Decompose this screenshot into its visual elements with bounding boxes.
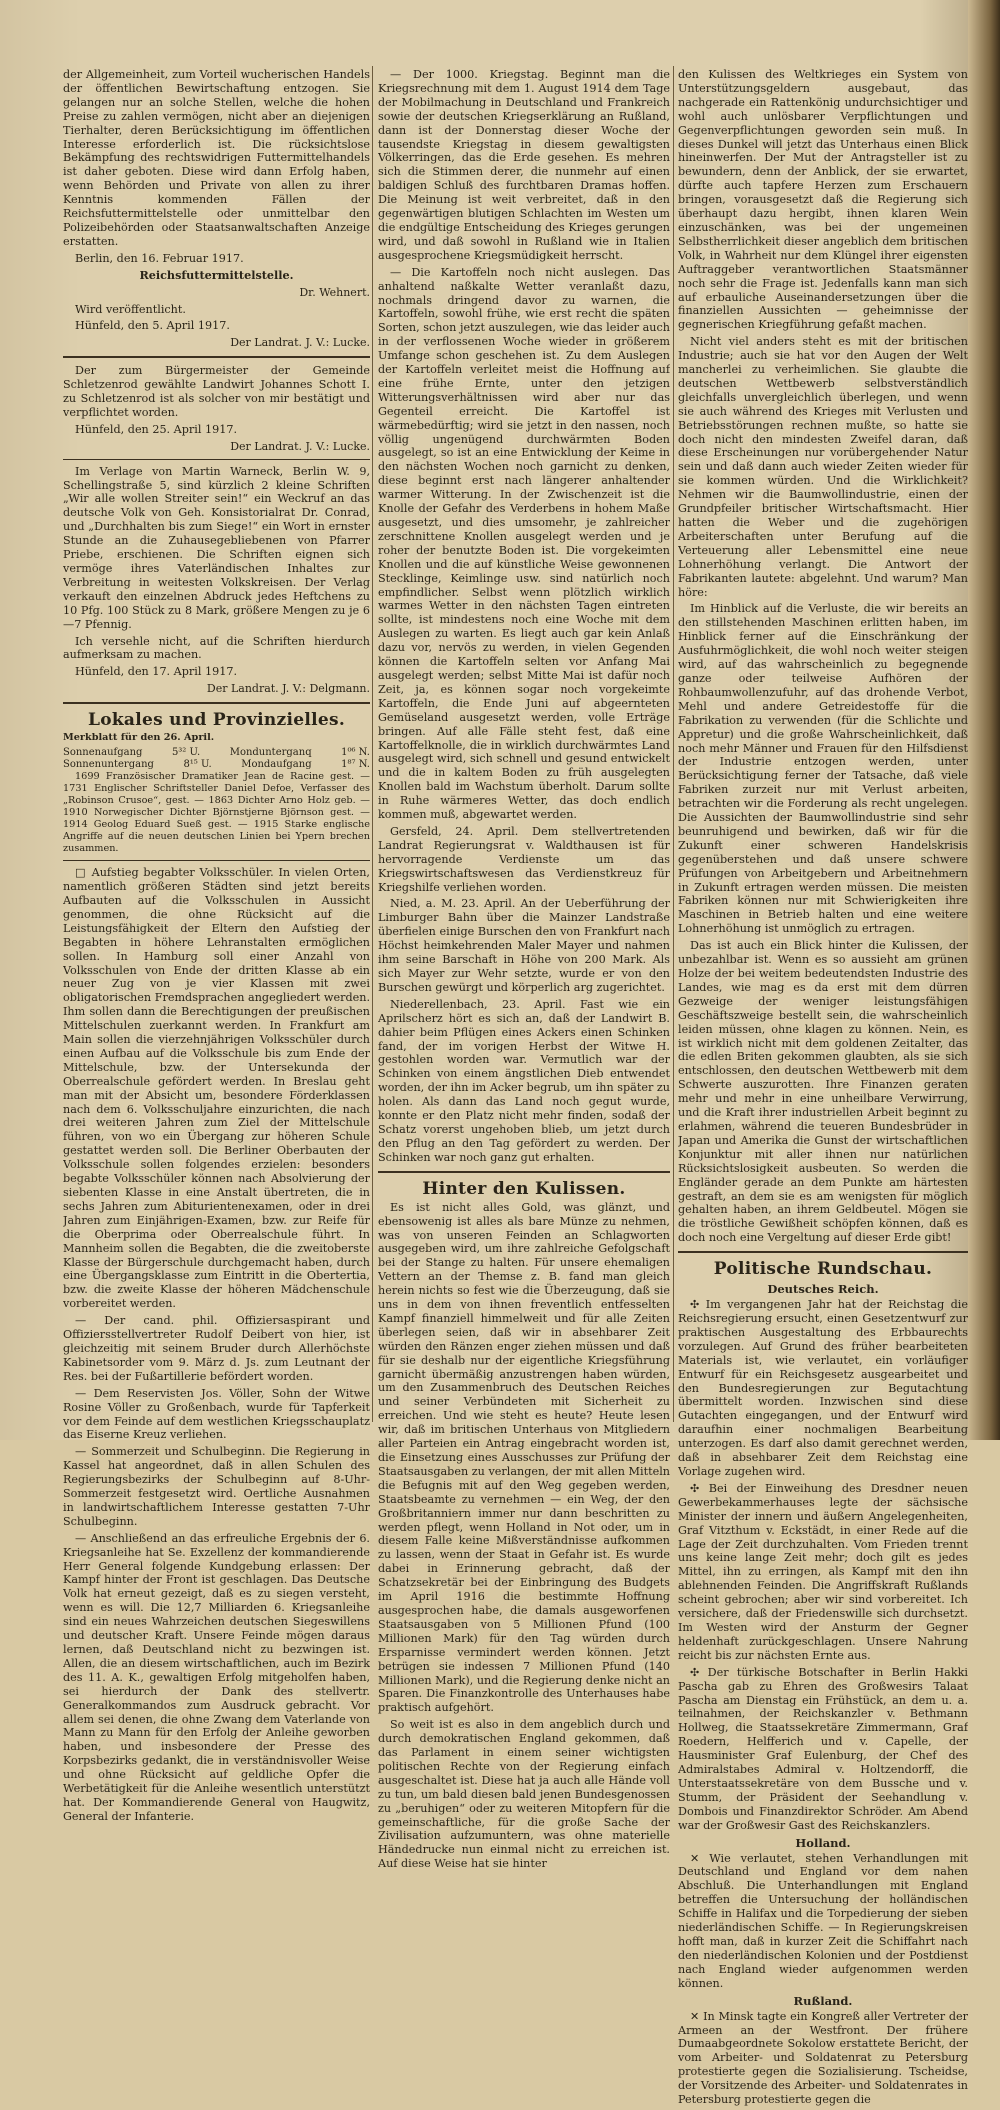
article-text: ✣ Im vergangenen Jahr hat der Reichstag die Reichsregierung ersucht, einen Gesetzentwurf zur praktischen Ausgestaltung des Erbbaurechts vorzulegen. Auf Grund des früher bearbeiteten Materials ist, wie verlautet, ein vorläufiger Entwurf für ein Reichsgesetz ausgearbeitet und den Bundesregierungen zur Begutachtung übermittelt worden. Inzwischen sind diese Gutachten eingegangen, und der Entwurf wird daraufhin einer nochmaligen Bearbeitung unterzogen. Es darf also damit gerechnet werden, daß in absehbarer Zeit dem Reichstag eine Vorlage zugehen wird. <box>678 1298 968 1478</box>
page-binding-edge <box>968 0 1000 1440</box>
divider <box>63 356 370 358</box>
article-text: ✕ Wie verlautet, stehen Verhandlungen mit Deutschland und England vor dem nahen Abschluß. Die Unterhandlungen mit England betreffen die Untersuchung der holländischen Schiffe in Halifax und die Torpedierung der sieben niederländischen Schiffe. — In Regierungskreisen hofft man, daß in kurzer Zeit die Schiffahrt nach den niederländischen Kolonien und der Postdienst nach England wieder aufgenommen werden können. <box>678 1851 968 1990</box>
section-heading-kulissen: Hinter den Kulissen. <box>422 1178 626 1199</box>
signature: Der Landrat. J. V.: Lucke. <box>230 336 370 350</box>
article-text: Das ist auch ein Blick hinter die Kulissen, der unbezahlbar ist. Wenn es so aussieht am grünen Holze der bei weitem bedeutendsten Industrie des Landes, wie mag es da erst mit dem dürren Gezweige der weniger leistungsfähigen Geschäftszweige bestellt sein, die wahrscheinlich leiden müssen, ohne klagen zu können. Nein, es ist wirklich nicht mit dem goldenen Zeitalter, das die edlen Briten gekommen glaubten, als sie sich entschlossen, den deutschen Wettbewerb mit dem Schwerte auszurotten. Ihre Finanzen geraten mehr und mehr in eine unheilbare Verwirrung, und die Kraft ihrer industriellen Arbeit beginnt zu erlahmen, während die teueren Bundesbrüder in Japan und Amerika die Gunst der wirtschaftlichen Konjunktur mit aller ihnen nur natürlichen Rücksichtslosigkeit ausbeuten. So werden die Engländer gerade an dem Punkte am härtesten gestraft, an dem sie es am wenigsten für möglich gehalten haben, an ihrem Geldbeutel. Mögen sie die tröstliche Gewißheit schöpfen können, daß es doch noch eine Vergeltung auf dieser Erde gibt! <box>678 939 968 1245</box>
dateline: Hünfeld, den 25. April 1917. <box>75 422 238 436</box>
article-text: — Der cand. phil. Offiziersaspirant und Offiziersstellvertreter Rudolf Deibert von hier, ist gleichzeitig mit seinem Bruder durch Allerhöchste Kabinetsorder vom 9. März d. Js. zum Leutnant der Res. bei der Fußartillerie befördert worden. <box>63 1314 370 1383</box>
chronicle-text: 1699 Französischer Dramatiker Jean de Racine gest. — 1731 Englischer Schriftsteller Daniel Defoe, Verfasser des „Robinson Crusoe“, gest. — 1863 Dichter Arno Holz geb. — 1910 Norwegischer Dichter Björnstjerne Björnson gest. — 1914 Geolog Eduard Sueß gest. — 1915 Starke englische Angriffe auf die neuen deutschen Linien bei Ypern brechen zusammen. <box>63 771 370 855</box>
article-text: — Sommerzeit und Schulbeginn. Die Regierung in Kassel hat angeordnet, daß in allen Schulen des Regierungsbezirks der Schulbeginn auf 8-Uhr-Sommerzeit festgesetzt wird. Oertliche Ausnahmen in landwirtschaftlichem Interesse gestatten 7-Uhr Schulbeginn. <box>63 1445 370 1528</box>
section-heading-local: Lokales und Provinzielles. <box>87 710 346 731</box>
almanac-label: Sonnenuntergang <box>63 759 154 771</box>
article-text: Es ist nicht alles Gold, was glänzt, und ebensowenig ist alles als bare Münze zu nehmen, was von unseren Feinden an Schlagworten ausgegeben wird, um ihre zahlreiche Gefolgschaft bei der Stange zu halten. Für unsere ehemaligen Vettern an der Themse z. B. fand man gleich herein nichts so fest wie die Überzeugung, daß sie uns in dem von ihnen freventlich entfesselten Kampf finanziell himmelweit und für alle Zeiten überlegen seien, daß wir in absehbarer Zeit würden den Ränzen enger ziehen müssen und daß für sie deshalb nur der eigentliche Kriegsführung garnicht übermäßig anzustrengen haben würden, um den Zusammenbruch des Deutschen Reiches und seiner Verbündeten mit Sicherheit zu erreichen. Und wie steht es heute? Heute lesen wir, daß im britischen Unterhaus von Mitgliedern aller Parteien ein Antrag eingebracht worden ist, die Einsetzung eines Ausschusses zur Prüfung der Staatsausgaben zu verlangen, der mit allen Mitteln die Befugnis mit auf den Weg gegeben werden, Staatsbeamte zu vernehmen — ein Weg, der den Großbritanniern immer nur dann beschritten zu werden pflegt, wenn Holland in Not oder, um in diesem Falle keine Mißverständnisse aufkommen zu lassen, wenn der Staat in Gefahr ist. Es wurde dabei in Erinnerung gebracht, daß der Schatzsekretär bei der Einbringung des Budgets im April 1916 die bestimmte Hoffnung ausgesprochen habe, die damals ausgeworfenen Staatsausgaben von 5 Millionen Pfund (100 Millionen Mark) für den Tag würden durch Ersparnisse vermindert werden können. Jetzt betrügen sie indessen 7 Millionen Pfund (140 Millionen Mark), und die Regierung denke nicht an Sparen. Die Finanzkontrolle des Unterhauses habe praktisch aufgehört. <box>378 1200 670 1715</box>
almanac-row <box>63 759 370 771</box>
article-text: □ Aufstieg begabter Volksschüler. In vielen Orten, namentlich größeren Städten sind jetzt bereits Aufbauten auf die Volksschulen in Aussicht genommen, die ohne Rücksicht auf die Leistungsfähigkeit der Eltern den Aufstieg der Begabten in höhere Lehranstalten ermöglichen sollen. In Hamburg soll einer Anzahl von Volksschulen von Ende der dritten Klasse ab ein neuer Zug von je vier Klassen mit zwei obligatorischen Fremdsprachen angegliedert werden. Ihm sollen dann die Berechtigungen der preußischen Mittelschulen zuerkannt werden. In Frankfurt am Main sollen die vierzehnjährigen Volksschüler durch einen Aufbau auf die Volksschule bis zum Ende der Mittelschule, bzw. der Untersekunda der Oberrealschule gefördert werden. In Breslau geht man mit der Absicht um, besondere Förderklassen nach dem 6. Volksschuljahre einzurichten, die nach drei weiteren Jahren zum Ziel der Mittelschule führen, von wo ein Übergang zur höheren Schule gestattet werden soll. Die Berliner Oberbauten der Volksschule sollen folgendes erzielen: besonders begabte Volksschüler können nach Absolvierung der siebenten Klasse in eine Anstalt übertreten, die in sechs Jahren zum Abiturientenexamen, oder in drei Jahren zum Einjährigen-Examen, bzw. zur Reife für die Oberprima oder Oberrealschule führt. In Mannheim sollen die Begabten, die die zweitoberste Klasse der Bürgerschule durchgemacht haben, durch eine Übergangsklasse zum Eintritt in die Obertertia, bzw. die zweite Klasse der höheren Mädchenschule vorbereitet werden. <box>63 866 370 1311</box>
signature: Der Landrat. J. V.: Delgmann. <box>206 682 370 696</box>
column-rule-2 <box>673 66 674 1422</box>
divider <box>63 459 370 460</box>
column-middle <box>378 68 670 1874</box>
article-text: ✣ Bei der Einweihung des Dresdner neuen Gewerbekammerhauses legte der sächsische Minister der innern und äußern Angelegenheiten, Graf Vitzthum v. Eckstädt, in einer Rede auf die Lage der Zeit durchzuhalten. Vom Frieden trennt uns keine lange Zeit mehr; doch gilt es jedes Mittel, ihn zu erringen, als Kampf mit den ihn ablehnenden Feinden. Die Angriffskraft Rußlands scheint gebrochen; aber wir sind vorbereitet. Ich versichere, daß der Friedenswille sich durchsetzt. Im Westen wird der Ansturm der Gegner heldenhaft zurückgeschlagen. Unsere Nahrung reicht bis zur nächsten Ernte aus. <box>678 1481 968 1662</box>
column-right <box>678 68 968 2110</box>
notice-line: Wird veröffentlicht. <box>75 302 186 316</box>
column-left <box>63 68 370 1827</box>
almanac-title: Merkblatt für den 26. April. <box>63 732 215 744</box>
article-text: — Die Kartoffeln noch nicht auslegen. Das anhaltend naßkalte Wetter veranlaßt dazu, nochmals dringend davor zu warnen, die Kartoffeln, sowohl frühe, wie erst recht die späten Sorten, schon jetzt auszulegen, wie das leider auch in der verflossenen Woche wieder in größerem Umfange schon geschehen ist. Zu dem Auslegen der Kartoffeln verleitet meist die Hoffnung auf eine frühe Ernte, unter den jetzigen Witterungsverhältnissen wird aber nur das Gegenteil erreicht. Die Kartoffel ist wärmebedürftig; wird sie jetzt in den nassen, noch völlig ungenügend durchwärmten Boden ausgelegt, so ist an eine Entwicklung der Keime in den nächsten Wochen noch garnicht zu denken, diese beginnt erst nach längerer anhaltender warmer Witterung. In der Zwischenzeit ist die Knolle der Gefahr des Verderbens in hohem Maße ausgesetzt, und dies umsomehr, je zahlreicher zerschnittene Knollen ausgelegt werden und je roher der benutzte Boden ist. Die vorgekeimten Knollen und die auf künstliche Weise gewonnenen Stecklinge, Keimlinge usw. sind natürlich noch empfindlicher. Selbst wenn plötzlich wirklich warmes Wetter in den nächsten Tagen eintreten sollte, ist mindestens noch eine Woche mit dem Auslegen zu warten. Es liegt auch gar kein Anlaß dazu vor, nervös zu werden, in vielen Gegenden können die Kartoffeln selten vor Anfang Mai ausgelegt werden; selbst Mitte Mai ist dafür noch Zeit, ja, es können sogar noch vorgekeimte Kartoffeln, die Ende Juni auf abgeernteten Gemüseland ausgesetzt werden, volle Erträge bringen. Auf alle Fälle steht fest, daß eine Kartoffelknolle, die in wirklich durchwärmtes Land ausgelegt wird, sich schnell und gesund entwickelt und die in kaltem Boden zu früh ausgelegten Knollen bald im Wachstum überholt. Darum sollte in Ruhe wärmeres Wetter, das doch endlich kommen muß, abgewartet werden. <box>378 265 670 822</box>
article-text: Nied, a. M. 23. April. An der Ueberführung der Limburger Bahn über die Mainzer Landstraße überfielen einige Burschen den von Frankfurt nach Höchst heimkehrenden Maler Mayer und nahmen ihm seine Barschaft in Höhe von 200 Mark. Als sich Mayer zur Wehr setzte, wurde er von den Burschen gewürgt und körperlich arg zugerichtet. <box>378 897 670 994</box>
dateline: Hünfeld, den 17. April 1917. <box>75 665 238 679</box>
article-text: den Kulissen des Weltkrieges ein System von Unterstützungsgeldern ausgebaut, das nachgerade ein Rattenkönig undurchsichtiger und wohl auch unlösbarer Verpflichtungen und Gegenverpflichtungen geworden sein muß. In dieses Dunkel will jetzt das Unterhaus einen Blick hineinwerfen. Der Mut der Antragsteller ist zu bewundern, denn der Anblick, der sie erwartet, dürfte auch tapfere Herzen zum Erschauern bringen, vorausgesetzt daß die Regierung sich überhaupt dazu hergibt, ihnen klaren Wein einzuschänken, was bei der ungemeinen Selbstherrlichkeit dieser angeblich dem britischen Volk, in Wahrheit nur dem Klüngel ihrer eigensten Auftraggeber verantwortlichen Staatsmänner noch sehr die Frage ist. Jedenfalls kann man sich auf erbauliche Auseinandersetzungen über die finanziellen Aussichten — geheimnisse der gegnerischen Kriegführung gefaßt machen. <box>678 68 968 332</box>
almanac-value: 8¹⁵ U. <box>183 759 212 771</box>
almanac-label: Sonnenaufgang <box>63 747 143 759</box>
article-text: Ich versehle nicht, auf die Schriften hierdurch aufmerksam zu machen. <box>63 634 370 662</box>
article-text: Niederellenbach, 23. April. Fast wie ein Aprilscherz hört es sich an, daß der Landwirt B. dahier beim Pflügen eines Ackers einen Schinken fand, der im vorigen Herbst der Witwe H. gestohlen worden war. Vermutlich war der Schinken von einem ängstlichen Dieb entwendet worden, der ihn im Acker begrub, um ihn später zu holen. Als dann das Land noch gegut wurde, konnte er den Platz nicht mehr finden, sodaß der Schatz vorerst ungehoben blieb, um jetzt durch den Pflug an den Tag gefördert zu werden. Der Schinken war noch ganz gut erhalten. <box>378 997 670 1164</box>
subheading: Rußland. <box>793 1993 853 2008</box>
signature: Der Landrat. J. V.: Lucke. <box>230 439 370 453</box>
article-text: Gersfeld, 24. April. Dem stellvertretenden Landrat Regierungsrat v. Waldthausen ist für hervorragende Verdienste um das Kriegswirtschaftswesen das Verdienstkreuz für Kriegshilfe verliehen worden. <box>378 824 670 894</box>
section-heading-politik: Politische Rundschau. <box>713 1259 933 1280</box>
subheading: Holland. <box>795 1835 851 1850</box>
divider <box>63 702 370 704</box>
almanac-value: 5³² U. <box>171 747 201 759</box>
article-text: Der zum Bürgermeister der Gemeinde Schletzenrod gewählte Landwirt Johannes Schott I. zu Schletzenrod ist als solcher von mir bestätigt und verpflichtet worden. <box>63 364 370 419</box>
article-text: Nicht viel anders steht es mit der britischen Industrie; auch sie hat vor den Augen der Welt mancherlei zu verheimlichen. Sie glaubte die deutschen Wettbewerb selbstverständlich gleichfalls unvergleichlich überlegen, und wenn sie auch während des Krieges mit Verlusten und Betriebsstörungen rechnen mußte, so hatte sie doch nicht den mindesten Zweifel daran, daß diese Erscheinungen nur vorübergehender Natur sein und daß dann auch wieder Zeiten wieder für sie kommen würden. Und die Wirklichkeit? Nehmen wir die Baumwollindustrie, einen der Grundpfeiler britischer Wirtschaftsmacht. Hier hatten die Weber und die zugehörigen Arbeiterschaften unter Berufung auf die Verteuerung aller Lebensmittel eine neue Lohnerhöhung verlangt. Die Antwort der Fabrikanten lautete: abgelehnt. Und warum? Man höre: <box>678 335 968 599</box>
almanac-row <box>63 747 370 759</box>
divider <box>63 860 370 861</box>
article-text: — Anschließend an das erfreuliche Ergebnis der 6. Kriegsanleihe hat Se. Exzellenz der kommandierende Herr General folgende Kundgebung erlassen: Der Kampf hinter der Front ist geschlagen. Das Deutsche Volk hat erneut gezeigt, daß es zu siegen versteht, wenn es will. Die 12,7 Milliarden 6. Kriegsanleihe sind ein neues Wahrzeichen deutschen Siegeswillens und deutscher Kraft. Unsere Feinde mögen daraus lernen, daß Deutschland nicht zu bezwingen ist. Allen, die an diesem wirtschaftlichen, auch im Bezirk des 11. A. K., gewaltigen Erfolg mitgeholfen haben, sei hierdurch der Dank des stellvertr. Generalkommandos zum Ausdruck gebracht. Vor allem sei denen, die ohne Zwang dem Vaterlande von Mann zu Mann für den Erfolg der Anleihe geworben haben, und insbesondere der Presse des Korpsbezirks gedankt, die in verständnisvoller Weise und ohne Rücksicht auf geldliche Opfer die Werbetätigkeit für die Anleihe wesentlich unterstützt hat. Der Kommandierende General von Haugwitz, General der Infanterie. <box>63 1531 370 1823</box>
almanac-value: 1⁸⁷ N. <box>341 759 370 771</box>
signature: Dr. Wehnert. <box>299 285 370 299</box>
article-text: — Dem Reservisten Jos. Völler, Sohn der Witwe Rosine Völler zu Großenbach, wurde für Tapferkeit vor dem Feinde auf dem westlichen Kriegsschauplatz das Eiserne Kreuz verliehen. <box>63 1386 370 1442</box>
article-text: der Allgemeinheit, zum Vorteil wucherischen Handels der öffentlichen Bewirtschaftung entzogen. Sie gelangen nur an solche Stellen, welche die hohen Preise zu zahlen vermögen, nicht aber an diejenigen Tierhalter, deren Berücksichtigung im öffentlichen Interesse erforderlich ist. Die rücksichtslose Bekämpfung des rechtswidrigen Futtermittelhandels ist daher geboten. Diese wird dann Erfolg haben, wenn Behörden und Private von allen zu ihrer Kenntnis kommenden Fällen der Reichsfuttermittelstelle oder unmittelbar den Polizeibehörden oder Staatsanwaltschaften Anzeige erstatten. <box>63 68 370 248</box>
article-text: So weit ist es also in dem angeblich durch und durch demokratischen England gekommen, daß das Parlament in einem seiner wichtigsten politischen Rechte von der Regierung einfach ausgeschaltet ist. Diese hat ja auch alle Hände voll zu tun, um bald diesen bald jenen Bundesgenossen zu „beruhigen“ oder zu weiteren Mitopfern für die gemeinschaftliche, für die große Sache der Zivilisation aufzumuntern, was ohne materielle Händedrucke nun einmal nicht zu erreichen ist. Auf diese Weise hat sie hinter <box>378 1718 670 1871</box>
almanac-label: Mondunterganq <box>229 747 312 759</box>
column-rule-1 <box>372 66 373 1422</box>
divider <box>378 1171 670 1173</box>
dateline: Hünfeld, den 5. April 1917. <box>75 319 230 333</box>
almanac-value: 1⁰⁶ N. <box>341 747 370 759</box>
article-text: — Der 1000. Kriegstag. Beginnt man die Kriegsrechnung mit dem 1. August 1914 dem Tage der Mobilmachung in Deutschland und Frankreich sowie der deutschen Kriegserklärung an Rußland, dann ist der Donnerstag dieser Woche der tausendste Kriegstag in diesem gewaltigsten Völkerringen, das die Erde gesehen. Es mehren sich die Stimmen derer, die nunmehr auf einen baldigen Schluß des furchtbaren Dramas hoffen. Die Meinung ist weit verbreitet, daß in den gegenwärtigen blutigen Schlachten im Westen um die endgültige Entscheidung des Krieges gerungen wird, und daß sowohl in Rußland wie in Italien ausgesprochene Kriegsmüdigkeit herrscht. <box>378 68 670 262</box>
almanac-label: Mondaufgang <box>241 759 312 771</box>
article-text: ✕ In Minsk tagte ein Kongreß aller Vertreter der Armeen an der Westfront. Der frühere Dumaabgeordnete Sokolow erstattete Bericht, der vom Arbeiter- und Soldatenrat zu Petersburg protestierte gegen die Sozialisierung. Tscheidse, der Vorsitzende des Arbeiter- und Soldatenrates in Petersburg protestierte gegen die <box>678 2009 968 2107</box>
issuer: Reichsfuttermittelstelle. <box>139 267 294 282</box>
divider <box>678 1251 968 1253</box>
almanac-table <box>63 747 370 771</box>
article-text: ✣ Der türkische Botschafter in Berlin Hakki Pascha gab zu Ehren des Großwesirs Talaat Pascha am Dienstag ein Frühstück, an dem u. a. teilnahmen, der Reichskanzler v. Bethmann Hollweg, die Staatssekretäre Zimmermann, Graf Roedern, Helfferich und v. Capelle, der Hausminister Graf Eulenburg, der Chef des Admiralstabes Admiral v. Holtzendorff, die Unterstaatssekretäre von dem Bussche und v. Stumm, der Präsident der Seehandlung v. Dombois und Finanzdirektor Schröder. Am Abend war der Großwesir Gast des Reichskanzlers. <box>678 1665 968 1832</box>
subheading: Deutsches Reich. <box>767 1282 879 1297</box>
article-text: Im Verlage von Martin Warneck, Berlin W. 9, Schellingstraße 5, sind kürzlich 2 kleine Schriften „Wir alle wollen Streiter sein!“ ein Weckruf an das deutsche Volk von Geh. Konsistorialrat Dr. Conrad, und „Durchhalten bis zum Siege!“ ein Wort in ernster Stunde an die Zuhausegebliebenen von Pfarrer Priebe, erschienen. Die Schriften eignen sich vermöge ihres Vaterländischen Inhaltes zur Verbreitung in weitesten Volkskreisen. Der Verlag verkauft den einzelnen Abdruck jedes Heftchens zu 10 Pfg. 100 Stück zu 8 Mark, größere Mengen zu je 6—7 Pfennig. <box>63 464 370 631</box>
article-text: Im Hinblick auf die Verluste, die wir bereits an den stillstehenden Maschinen erlitten haben, im Hinblick ferner auf die Einschränkung der Ausfuhrmöglichkeit, die wohl noch weiter steigen wird, auf das wahrscheinlich zu begegnende ganze oder teilweise Aufhören der Rohbaumwollenzufuhr, auf das drohende Verbot, Mehl und andere Getreidestoffe für die Fabrikation zu verwenden (für die Schlichte und Appretur) und die große Wahrscheinlichkeit, daß noch mehr Männer und Frauen für den Hilfsdienst der Industrie entzogen werden, unter Berücksichtigung ferner der Tatsache, daß viele Fabriken zurzeit nur mit Verlust arbeiten, betrachten wir die Forderung als recht ungelegen. Die Aussichten der Baumwollindustrie sind sehr beunruhigend und bewirken, daß wir für die Zukunft einer schweren Handelskrisis gegenüberstehen und daß unsere schwere Prüfungen von Arbeitgebern und Arbeitnehmern in Zukunft ertragen werden müssen. Die meisten Fabriken können nur mit Schwierigkeiten ihre Maschinen in Betrieb halten und eine weitere Lohnerhöhung ist unmöglich zu ertragen. <box>678 602 968 936</box>
dateline: Berlin, den 16. Februar 1917. <box>75 251 244 265</box>
